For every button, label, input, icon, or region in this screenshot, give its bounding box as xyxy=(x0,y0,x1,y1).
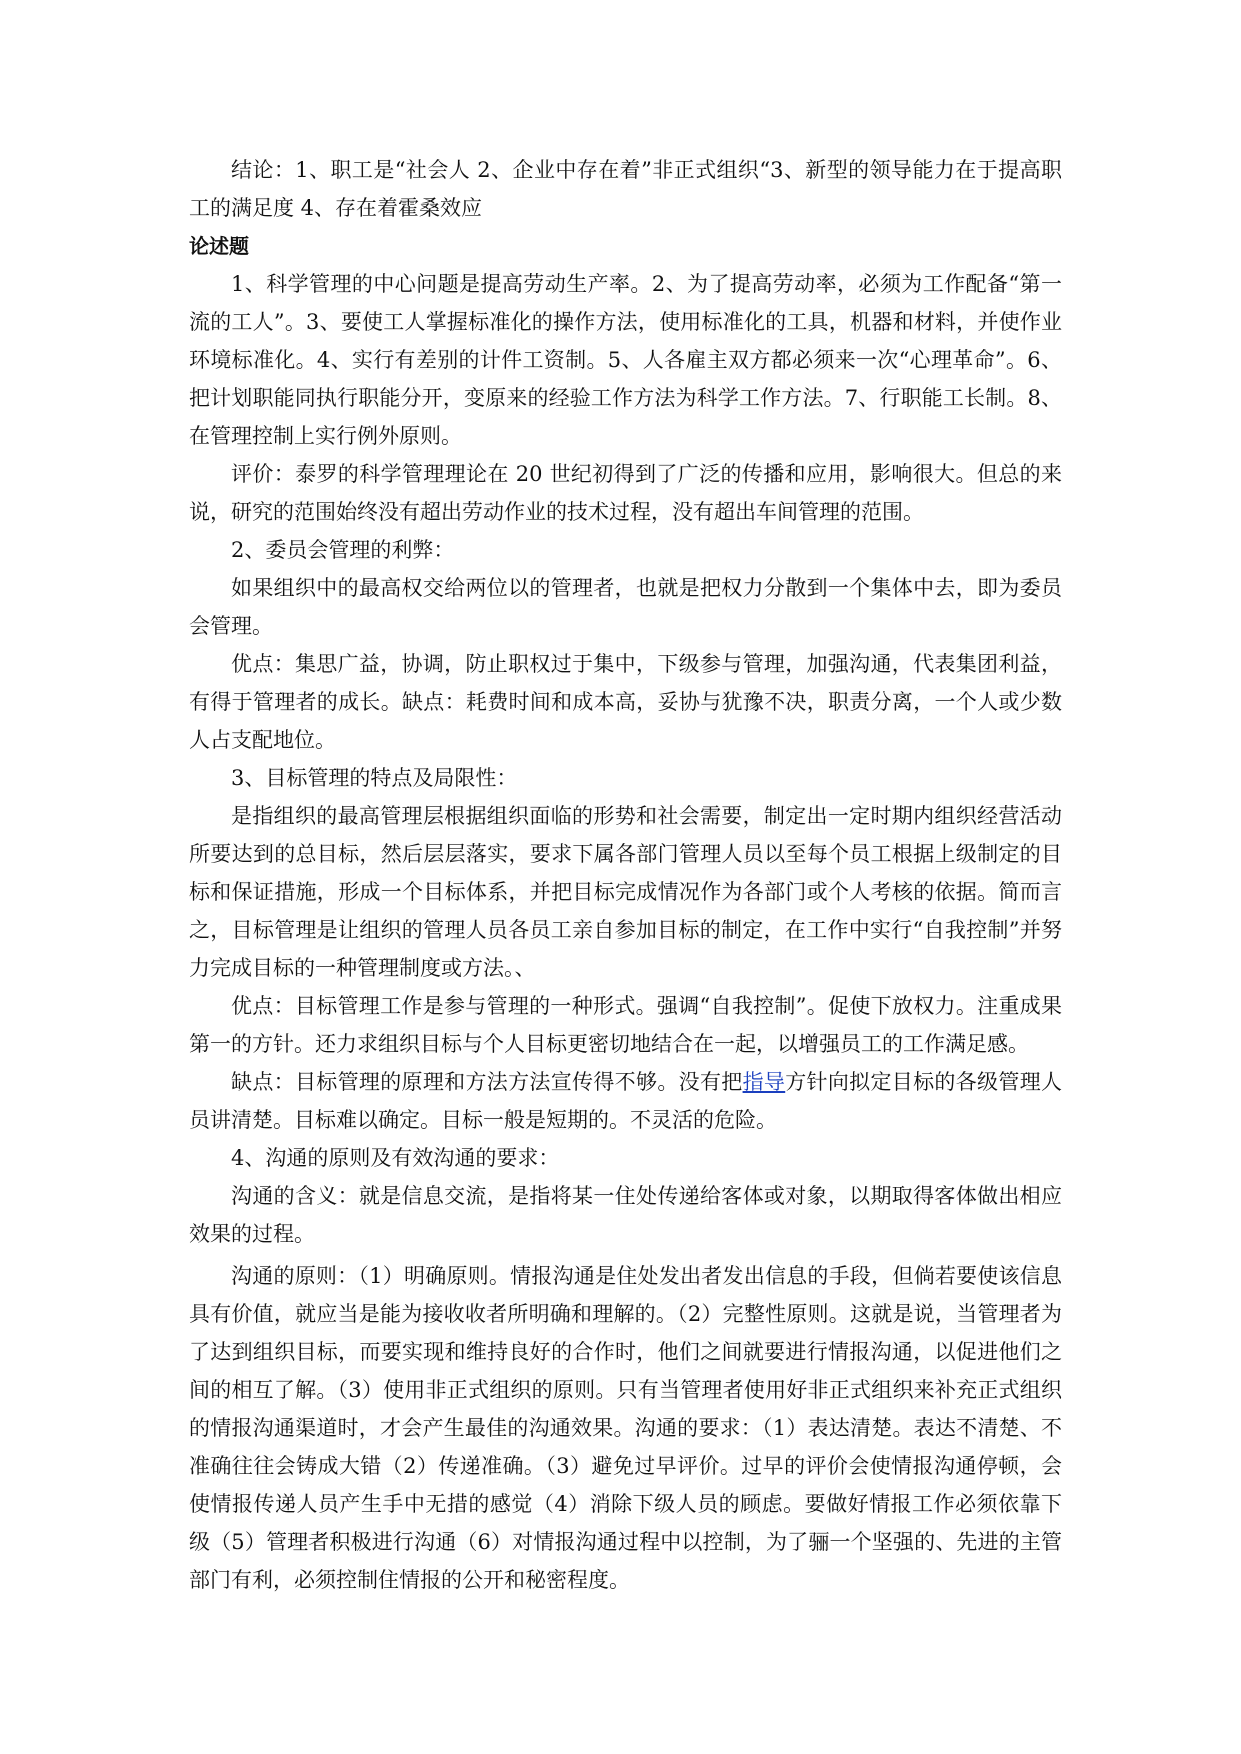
conclusion-paragraph: 结论：1、职工是“社会人 2、企业中存在着”非正式组织“3、新型的领导能力在于提高职工的满足度 4、存在着霍桑效应 xyxy=(189,158,1062,220)
q3-pros-paragraph: 优点：目标管理工作是参与管理的一种形式。强调“自我控制”。促使下放权力。注重成果第一的方针。还力求组织目标与个人目标更密切地结合在一起，以增强员工的工作满足感。 xyxy=(189,994,1062,1056)
q3-cons-text-after: 方针向拟定目标的各级管理人员讲清楚。目标难以确定。目标一般是短期的。不灵活的危险。 xyxy=(189,1070,1063,1132)
q2-title: 2、委员会管理的利弊： xyxy=(231,538,455,562)
q3-cons-text-before: 缺点：目标管理的原理和方法方法宣传得不够。没有把 xyxy=(231,1070,743,1094)
q1-evaluation-paragraph: 评价：泰罗的科学管理理论在 20 世纪初得到了广泛的传播和应用，影响很大。但总的来说，研究的范围始终没有超出劳动作业的技术过程，没有超出车间管理的范围。 xyxy=(189,462,1062,524)
q2-definition-paragraph: 如果组织中的最高权交给两位以的管理者，也就是把权力分散到一个集体中去，即为委员会管理。 xyxy=(189,576,1062,638)
q4-meaning-paragraph: 沟通的含义：就是信息交流，是指将某一住处传递给客体或对象，以期取得客体做出相应效果的过程。 xyxy=(189,1184,1062,1246)
q4-title: 4、沟通的原则及有效沟通的要求： xyxy=(231,1146,560,1170)
document-page xyxy=(189,151,1062,1599)
guidance-link[interactable]: 指导 xyxy=(742,1070,786,1094)
q3-definition-paragraph: 是指组织的最高管理层根据组织面临的形势和社会需要，制定出一定时期内组织经营活动所要达到的总目标，然后层层落实，要求下属各部门管理人员以至每个员工根据上级制定的目标和保证措施，形成一个目标体系，并把目标完成情况作为各部门或个人考核的依据。简而言之，目标管理是让组织的管理人员各员工亲自参加目标的制定，在工作中实行“自我控制”并努力完成目标的一种管理制度或方法。、 xyxy=(189,804,1062,980)
q3-title: 3、目标管理的特点及局限性： xyxy=(231,766,518,790)
q2-pros-cons-paragraph: 优点：集思广益，协调，防止职权过于集中，下级参与管理，加强沟通，代表集团利益，有得于管理者的成长。缺点：耗费时间和成本高，妥协与犹豫不决，职责分离，一个人或少数人占支配地位。 xyxy=(189,652,1062,752)
section-heading-essay: 论述题 xyxy=(189,234,249,258)
q1-answer-paragraph: 1、科学管理的中心问题是提高劳动生产率。2、为了提高劳动率，必须为工作配备“第一流的工人”。3、要使工人掌握标准化的操作方法，使用标准化的工具，机器和材料，并使作业环境标准化。4、实行有差别的计件工资制。5、人各雇主双方都必须来一次“心理革命”。6、把计划职能同执行职能分开，变原来的经验工作方法为科学工作方法。7、行职能工长制。8、在管理控制上实行例外原则。 xyxy=(189,272,1062,448)
q4-principles-paragraph: 沟通的原则：（1）明确原则。情报沟通是住处发出者发出信息的手段，但倘若要使该信息具有价值，就应当是能为接收收者所明确和理解的。（2）完整性原则。这就是说，当管理者为了达到组织目标，而要实现和维持良好的合作时，他们之间就要进行情报沟通，以促进他们之间的相互了解。（3）使用非正式组织的原则。只有当管理者使用好非正式组织来补充正式组织的情报沟通渠道时，才会产生最佳的沟通效果。沟通的要求：（1）表达清楚。表达不清楚、不准确往往会铸成大错（2）传递准确。（3）避免过早评价。过早的评价会使情报沟通停顿，会使情报传递人员产生手中无措的感觉（4）消除下级人员的顾虑。要做好情报工作必须依靠下级（5）管理者积极进行沟通（6）对情报沟通过程中以控制，为了骊一个坚强的、先进的主管部门有利，必须控制住情报的公开和秘密程度。 xyxy=(189,1264,1062,1592)
q3-cons-paragraph xyxy=(189,1063,1062,1139)
